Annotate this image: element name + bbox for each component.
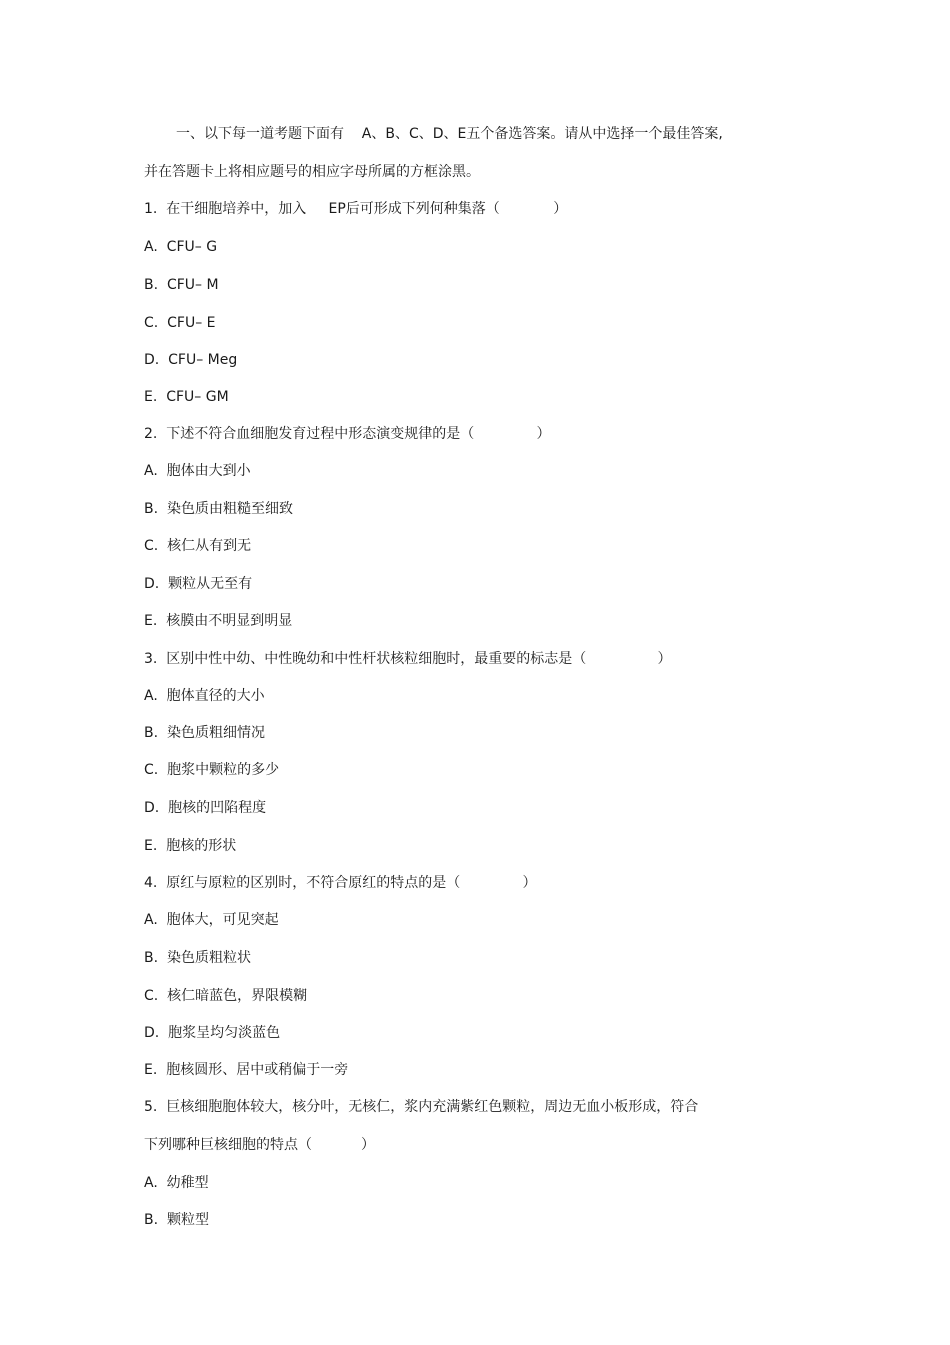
question-1-option-b: B. CFU– M: [144, 277, 219, 293]
question-4-option-a: A. 胞体大，可见突起: [144, 912, 279, 928]
question-4-option-e: E. 胞核圆形、居中或稍偏于一旁: [144, 1062, 349, 1078]
question-5-option-b: B. 颗粒型: [144, 1212, 209, 1228]
question-3-option-d: D. 胞核的凹陷程度: [144, 800, 267, 816]
question-1-option-a: A. CFU– G: [144, 239, 218, 255]
instructions-line-2: 并在答题卡上将相应题号的相应字母所属的方框涂黑。: [144, 164, 480, 180]
question-3-stem: 3. 区别中性中幼、中性晚幼和中性杆状核粒细胞时，最重要的标志是（ ）: [144, 651, 672, 667]
question-2-option-e: E. 核膜由不明显到明显: [144, 613, 293, 629]
question-2-option-d: D. 颗粒从无至有: [144, 576, 253, 592]
question-5-option-a: A. 幼稚型: [144, 1175, 209, 1191]
question-4-option-d: D. 胞浆呈均匀淡蓝色: [144, 1025, 281, 1041]
question-3-option-b: B. 染色质粗细情况: [144, 725, 265, 741]
question-2-option-c: C. 核仁从有到无: [144, 538, 252, 554]
question-2-option-a: A. 胞体由大到小: [144, 463, 251, 479]
question-1-option-c: C. CFU– E: [144, 315, 216, 331]
question-4-option-c: C. 核仁暗蓝色，界限模糊: [144, 988, 308, 1004]
question-3-option-c: C. 胞浆中颗粒的多少: [144, 762, 280, 778]
instructions-line-1: 一、以下每一道考题下面有 A、B、C、D、E五个备选答案。请从中选择一个最佳答案,: [176, 126, 723, 142]
question-1-option-d: D. CFU– Meg: [144, 352, 238, 368]
question-1-option-e: E. CFU– GM: [144, 389, 229, 405]
question-4-option-b: B. 染色质粗粒状: [144, 950, 251, 966]
question-3-option-a: A. 胞体直径的大小: [144, 688, 265, 704]
question-2-stem: 2. 下述不符合血细胞发育过程中形态演变规律的是（ ）: [144, 426, 551, 442]
question-5-stem-line-2: 下列哪种巨核细胞的特点（ ）: [144, 1137, 375, 1153]
question-2-option-b: B. 染色质由粗糙至细致: [144, 501, 293, 517]
question-3-option-e: E. 胞核的形状: [144, 838, 237, 854]
question-1-stem: 1. 在干细胞培养中，加入 EP后可形成下列何种集落（ ）: [144, 201, 568, 217]
question-5-stem-line-1: 5. 巨核细胞胞体较大，核分叶，无核仁，浆内充满紫红色颗粒，周边无血小板形成，符合: [144, 1099, 699, 1115]
question-4-stem: 4. 原红与原粒的区别时，不符合原红的特点的是（ ）: [144, 875, 537, 891]
